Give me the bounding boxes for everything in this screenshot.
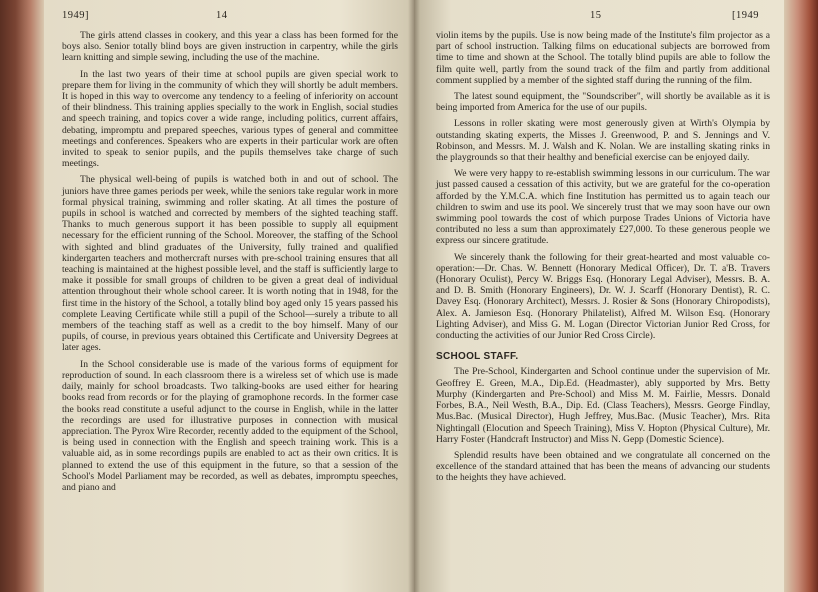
paragraph: The latest sound equipment, the "Soundscriber", will shortly be available as it is being imported from America for the use of our pupils. (436, 91, 770, 114)
section-heading-school-staff: SCHOOL STAFF. (436, 351, 519, 363)
paragraph: violin items by the pupils. Use is now being made of the Institute's film projector as a part of school instruction. Talking films on educational subjects are borrowed from time to time and shown at the School. The totally blind pupils are able to follow the film quite well, partly from the sound track of the film and partly from additional comment supplied by a member of the sighted staff during the running of the film. (436, 30, 770, 86)
paragraph: The girls attend classes in cookery, and this year a class has been formed for the boys also. Senior totally blind boys are given instruction in carpentry, while the girls learn knitting and simple sewing, including the use of the machine. (62, 30, 398, 64)
paragraph: The physical well-being of pupils is watched both in and out of school. The juniors have three games periods per week, while the seniors take regular work in more formal physical training, swimming and roller skating. At all times the posture of pupils in school is watched and corrected by members of the sighted teaching staff. Thanks to much generous support it has been possible to supply all equipment necessary for the efficient running of the School. Moreover, the staffing of the School with sighted and blind graduates of the University, fully trained and qualified kindergarten teachers and mothercraft nurses with pre-school training ensures that all teaching is maintained at the highest possible level, and the staff is sufficiently large to make it possible for small groups of children to be given a great deal of individual attention throughout their whole school career. It is worth noting that in 1948, for the first time in the history of the School, a totally blind boy aged only 15 years passed his complete Leaving Certificate while still a pupil of the School—surely a tribute to all members of the teaching staff as well as a credit to the boy himself. Many of our pupils, of course, in previous years obtained this Certificate and University Degrees at later ages. (62, 174, 398, 354)
right-body-text (436, 30, 770, 489)
right-page-edges (784, 0, 818, 592)
paragraph: Splendid results have been obtained and we congratulate all concerned on the excellence of the standard attained that has been the means of advancing our students to the heights they have achieved. (436, 449, 770, 484)
right-page (414, 0, 784, 592)
right-year: [1949 (732, 10, 759, 21)
right-page-number: 15 (590, 10, 602, 21)
paragraph: We sincerely thank the following for their great-hearted and most valuable co-operation:—Dr. Chas. W. Bennett (Honorary Medical Officer), Dr. T. a'B. Travers (Honorary Oculist), Percy W. Briggs Esq. (Honorary Legal Adviser), Messrs. B. A. and D. B. Smith (Honorary Engineers), Dr. W. J. Scarff (Honorary Dentist), R. C. Davey Esq. (Honorary Architect), Messrs. J. Rosier & Sons (Honorary Chiropodists), Alex. A. Jamieson Esq. (Honorary Philatelist), Alfred M. Wilson Esq. (Honorary Lighting Adviser), and Miss G. M. Logan (Director Victorian Junior Red Cross, for conducting the activities of our Junior Red Cross Circle). (436, 251, 770, 342)
paragraph: Lessons in roller skating were most generously given at Wirth's Olympia by outstanding skating experts, the Misses J. Greenwood, P. and S. Jennings and V. Robinson, and Messrs. M. J. Walsh and K. Nolan. We are installing skating rinks in the playgrounds so that their healthy and beneficial exercise can be enjoyed daily. (436, 118, 770, 164)
paragraph: The Pre-School, Kindergarten and School continue under the supervision of Mr. Geoffrey E. Green, M.A., Dip.Ed. (Headmaster), ably supported by Mrs. Betty Murphy (Kindergarten and Pre-School) and Miss M. M. Fairlie, Messrs. Donald Forbes, B.A., Neil Westh, B.A., Dip. Ed. (Class Teachers), Messrs. George Findlay, Mus.Bac. (Musical Director), Hugh Jeffrey, Mus.Bac. (Music Teacher), Mrs. Rita Nightingall (Elocution and Speech Training), Miss V. Hopton (Physical Culture), Mr. Harry Foster (Handcraft Instructor) and Miss N. Gepp (Domestic Science). (436, 366, 770, 445)
left-body-text (62, 30, 398, 498)
left-page (44, 0, 414, 592)
left-year: 1949] (62, 10, 89, 21)
left-page-edges (0, 0, 44, 592)
paragraph: In the last two years of their time at school pupils are given special work to prepare them for living in the community of which they will shortly be adult members. It is hoped in this way to overcome any tendency to a feeling of inferiority on account of their blindness. This training applies specially to the work in English, social studies and speech training, and topics cover a wide range, including politics, current affairs, debating, impromptu and prepared speeches, various types of general and committee meetings and conferences. Speakers who are experts in their particular work are often invited to speak to senior pupils, and the pupils themselves take charge of such meetings. (62, 68, 398, 170)
paragraph: We were very happy to re-establish swimming lessons in our curriculum. The war just passed caused a cessation of this activity, but we are grateful for the co-operation afforded by the Y.M.C.A. which fine Institution has permitted us to again teach our children to swim and use its pool. We sincerely trust that we may soon have our own swimming pool towards the cost of which purpose Trades Unions of Victoria have contributed no less a sum than approximately £27,000. To these generous people we express our sincere gratitude. (436, 168, 770, 247)
paragraph: In the School considerable use is made of the various forms of equipment for reproduction of sound. In each classroom there is a wireless set of which use is made daily, mainly for school broadcasts. Two talking-books are used either for hearing books read from records or for the playing of gramophone records. In the former case the books read constitute a useful adjunct to the course in English, while in the latter the recordings are used for illustrative purposes in connection with musical appreciation. The Pyrox Wire Recorder, recently added to the equipment of the School, is being used in connection with the English and speech training work. This is a valuable aid, as in some recordings pupils are enabled to act as their own critics. It is planned to extend the use of this equipment in the future, so that a session of the School's Model Parliament may be recorded, as well as debates, impromptu speeches, and piano and (62, 358, 398, 493)
book-gutter (408, 0, 420, 592)
left-page-number: 14 (216, 10, 228, 21)
